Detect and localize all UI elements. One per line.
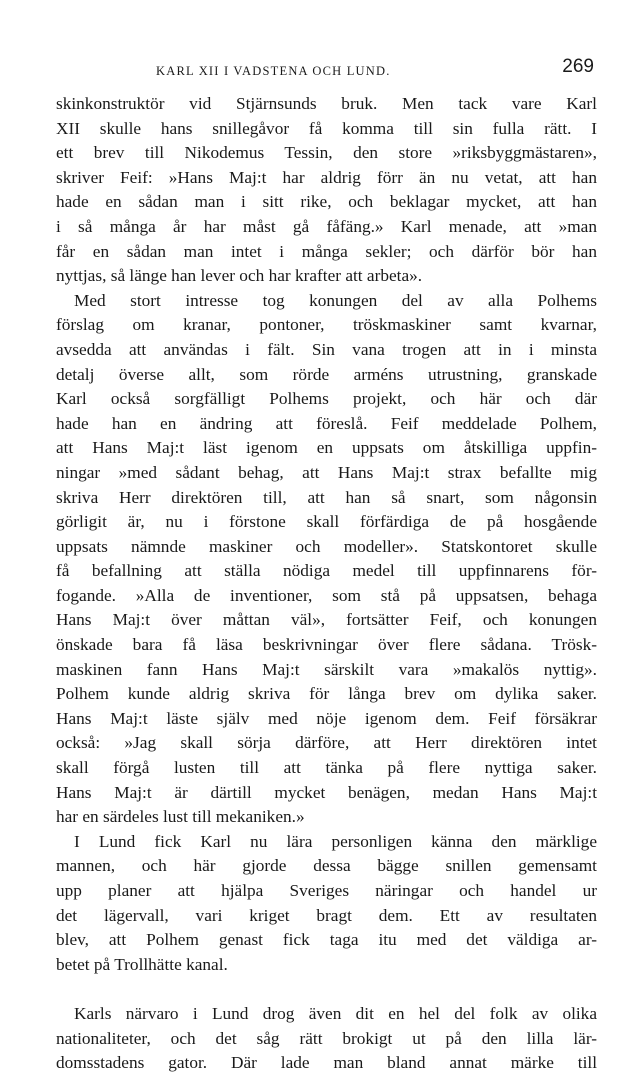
text-line: får en sådan man intet i många sekler; och därför bör han [56,241,597,261]
text-line: I Lund fick Karl nu lära personligen känna den märklige [74,831,597,851]
page-header [56,56,597,86]
paragraph [56,1002,597,1076]
text-line: nationaliteter, och det såg rätt brokigt ut på den lilla lär- [56,1028,597,1048]
text-line: Karls närvaro i Lund drog även dit en hel del folk av olika [74,1003,597,1023]
text-line: att Hans Maj:t läst igenom en uppsats om åtskilliga uppfin- [56,438,597,458]
text-line: har en särdeles lust till mekaniken.» [56,807,305,827]
text-line: förslag om kranar, pontoner, tröskmaskiner samt kvarnar, [56,315,597,335]
text-line: skinkonstruktör vid Stjärnsunds bruk. Men tack vare Karl [56,94,597,113]
text-line: i så många år har måst gå fåfäng.» Karl menade, att »man [56,216,597,236]
text-line: mannen, och här gjorde dessa bägge snillen gemensamt [56,856,597,876]
text-line: domsstadens gator. Där lade man bland annat märke till [56,1053,597,1073]
text-line: Polhem kunde aldrig skriva för långa brev om dylika saker. [56,684,597,704]
text-line: skriver Feif: »Hans Maj:t har aldrig förr än nu vetat, att han [56,167,597,187]
text-line: görligit är, nu i förstone skall förfärdiga de på hosgående [56,512,597,532]
body-text [56,92,597,1076]
page-number: 269 [562,56,594,77]
text-line: få befallning att ställa nödiga medel till uppfinnarens för- [56,561,597,581]
paragraph [56,92,597,289]
text-line: Hans Maj:t över måttan väl», fortsätter Feif, och konungen [56,610,597,630]
text-line: hade en sådan man i sitt rike, och beklagar mycket, att han [56,192,597,212]
text-line: upp planer att hjälpa Sveriges näringar och handel ur [56,881,597,900]
text-line: önskade bara få läsa beskrivningar över flere sådana. Trösk- [56,635,597,655]
text-line: hade han en ändring att föreslå. Feif meddelade Polhem, [56,413,597,433]
text-line: Hans Maj:t läste själv med nöje igenom dem. Feif försäkrar [56,708,597,728]
text-line: avsedda att användas i fält. Sin vana trogen att in i minsta [56,339,597,359]
text-line: det lägervall, vari kriget bragt dem. Ett av resultaten [56,905,597,925]
paragraph [56,830,597,978]
text-line: fogande. »Alla de inventioner, som stå på uppsatsen, behaga [56,585,597,605]
text-line: maskinen fann Hans Maj:t särskilt vara »makalös nyttig». [56,659,597,679]
text-line: skall förgå lusten till att tänka på flere nyttiga saker. [56,758,597,778]
text-line: XII skulle hans snillegåvor få komma till sin fulla rätt. I [56,118,597,138]
text-line: ett brev till Nikodemus Tessin, den store »riksbyggmästaren», [56,143,597,163]
text-line: också: »Jag skall sörja därföre, att Herr direktören intet [56,733,597,753]
text-line: blev, att Polhem genast fick taga itu med det väldiga ar- [56,930,597,950]
text-line: Med stort intresse tog konungen del av alla Polhems [74,290,597,310]
text-line: nyttjas, så länge han lever och har krafter att arbeta». [56,266,423,286]
text-line: Karl också sorgfälligt Polhems projekt, och här och där [56,389,597,409]
text-line: betet på Trollhätte kanal. [56,954,228,974]
text-line: detalj överse allt, som rörde arméns utrustning, granskade [56,364,597,384]
text-line: uppsats nämnde maskiner och modeller». Statskontoret skulle [56,536,597,556]
text-line: Hans Maj:t är därtill mycket benägen, medan Hans Maj:t [56,782,597,802]
book-page [56,0,597,1073]
paragraph [56,289,597,830]
text-line: ningar »med sådant behag, att Hans Maj:t strax befallte mig [56,462,597,482]
text-line: skriva Herr direktören till, att han så snart, som någonsin [56,487,597,507]
running-head: KARL XII I VADSTENA OCH LUND. [156,64,391,78]
